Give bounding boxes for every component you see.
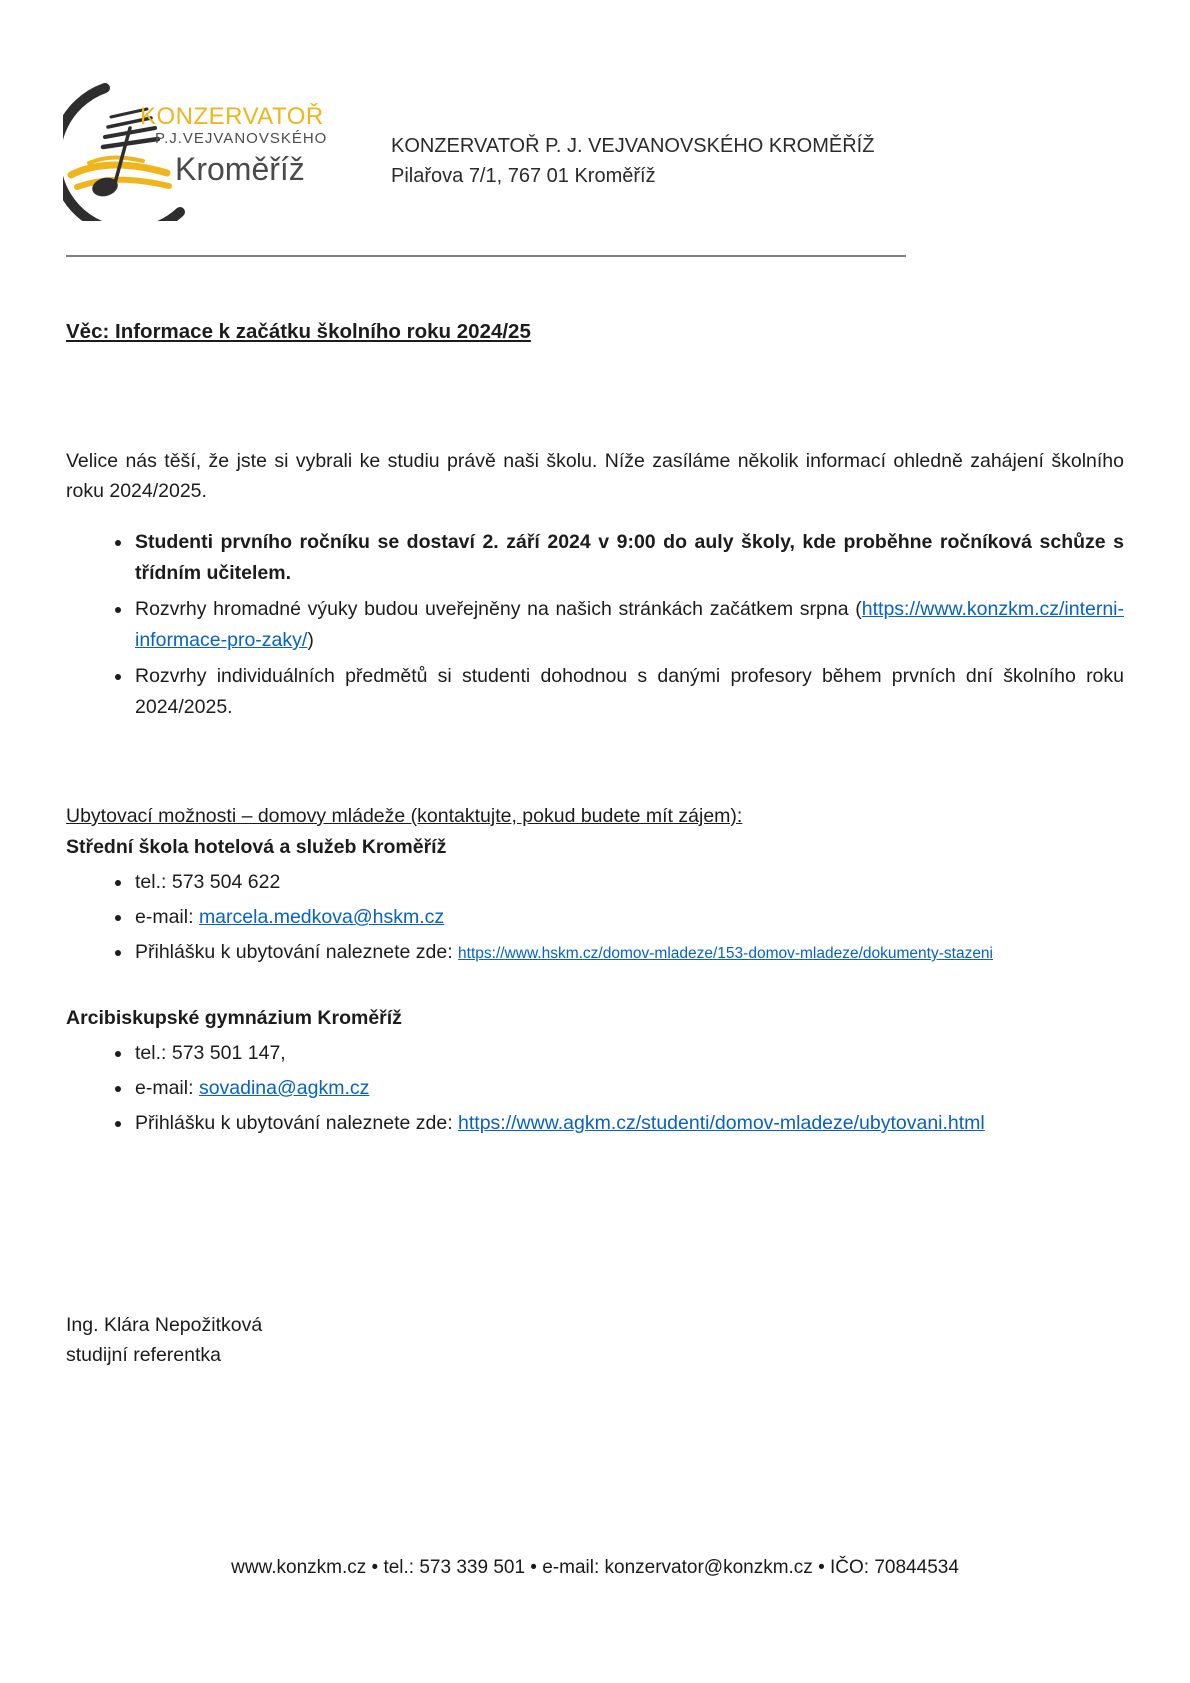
info-bullets xyxy=(66,527,1124,728)
bullet-first-year-meeting xyxy=(133,527,1124,589)
signature-name: Ing. Klára Nepožitková xyxy=(66,1314,263,1336)
school-1-application xyxy=(133,937,1124,969)
signature-role: studijní referentka xyxy=(66,1344,222,1366)
school-1-contacts xyxy=(66,867,1124,969)
school-2-tel-text: tel.: 573 501 147, xyxy=(135,1042,286,1064)
school-2-application-label: Přihlášku k ubytování naleznete zde: xyxy=(135,1112,459,1134)
school-logo xyxy=(63,83,363,221)
bullet-individual-schedules-text: Rozvrhy individuálních předmětů si studenti dohodnou s danými profesory během prvních dní školního roku 2024/2025. xyxy=(135,665,1124,718)
music-note-logo-icon xyxy=(63,83,363,221)
school-1-application-link[interactable]: https://www.hskm.cz/domov-mladeze/153-domov-mladeze/dokumenty-stazeni xyxy=(458,945,994,962)
signature-block xyxy=(66,1310,262,1370)
letterhead-address: Pilařova 7/1, 767 01 Kroměříž xyxy=(391,165,656,187)
internal-info-link[interactable]: https://www.konzkm.cz/interni-informace-pro-zaky/ xyxy=(135,598,1125,651)
logo-name-text: KONZERVATOŘ xyxy=(140,103,324,130)
letterhead xyxy=(391,131,874,191)
accommodation-heading: Ubytovací možnosti – domovy mládeže (kontaktujte, pokud budete mít zájem): xyxy=(66,805,743,827)
school-1-application-label: Přihlášku k ubytování naleznete zde: xyxy=(135,941,459,963)
school-2-email-link[interactable]: sovadina@agkm.cz xyxy=(198,1077,370,1099)
subject-line: Věc: Informace k začátku školního roku 2024/25 xyxy=(66,320,531,343)
school-2-contacts xyxy=(66,1038,1124,1139)
paren-open: ( xyxy=(855,598,862,620)
school-2-application xyxy=(133,1108,1124,1139)
school-1-tel xyxy=(133,867,1124,898)
school-1-email xyxy=(133,902,1124,933)
school-2-tel xyxy=(133,1038,1124,1069)
school-1-name: Střední škola hotelová a služeb Kroměříž xyxy=(66,836,447,858)
intro-paragraph: Velice nás těší, že jste si vybrali ke studiu právě naši školu. Níže zasíláme několik informací ohledně zahájení školního roku 2024/2025. xyxy=(66,449,1124,502)
bullet-first-year-text: Studenti prvního ročníku se dostaví 2. září 2024 v 9:00 do auly školy, kde proběhne ročníková schůze s třídním učitelem. xyxy=(135,531,1124,584)
school-2-name: Arcibiskupské gymnázium Kroměříž xyxy=(66,1007,402,1029)
letterhead-school-name: KONZERVATOŘ P. J. VEJVANOVSKÉHO KROMĚŘÍŽ xyxy=(391,135,875,157)
page-footer: www.konzkm.cz • tel.: 573 339 501 • e-mail: konzervator@konzkm.cz • IČO: 70844534 xyxy=(231,1557,959,1578)
school-1-email-link[interactable]: marcela.medkova@hskm.cz xyxy=(198,906,445,928)
logo-middle-text: P.J.VEJVANOVSKÉHO xyxy=(155,130,328,147)
paren-close: ) xyxy=(307,629,314,651)
school-1-email-label: e-mail: xyxy=(135,906,199,928)
bullet-group-schedules-text: Rozvrhy hromadné výuky budou uveřejněny na našich stránkách začátkem srpna xyxy=(135,598,849,620)
bullet-group-schedules xyxy=(133,594,1124,656)
school-2-email-label: e-mail: xyxy=(135,1077,199,1099)
bullet-individual-schedules xyxy=(133,661,1124,723)
logo-city-text: Kroměříž xyxy=(175,151,305,187)
school-1-tel-text: tel.: 573 504 622 xyxy=(135,871,281,893)
divider xyxy=(66,255,906,257)
school-2-application-link[interactable]: https://www.agkm.cz/studenti/domov-mladeze/ubytovani.html xyxy=(458,1112,985,1134)
accommodation-section xyxy=(66,801,1124,1143)
school-2-email xyxy=(133,1073,1124,1104)
